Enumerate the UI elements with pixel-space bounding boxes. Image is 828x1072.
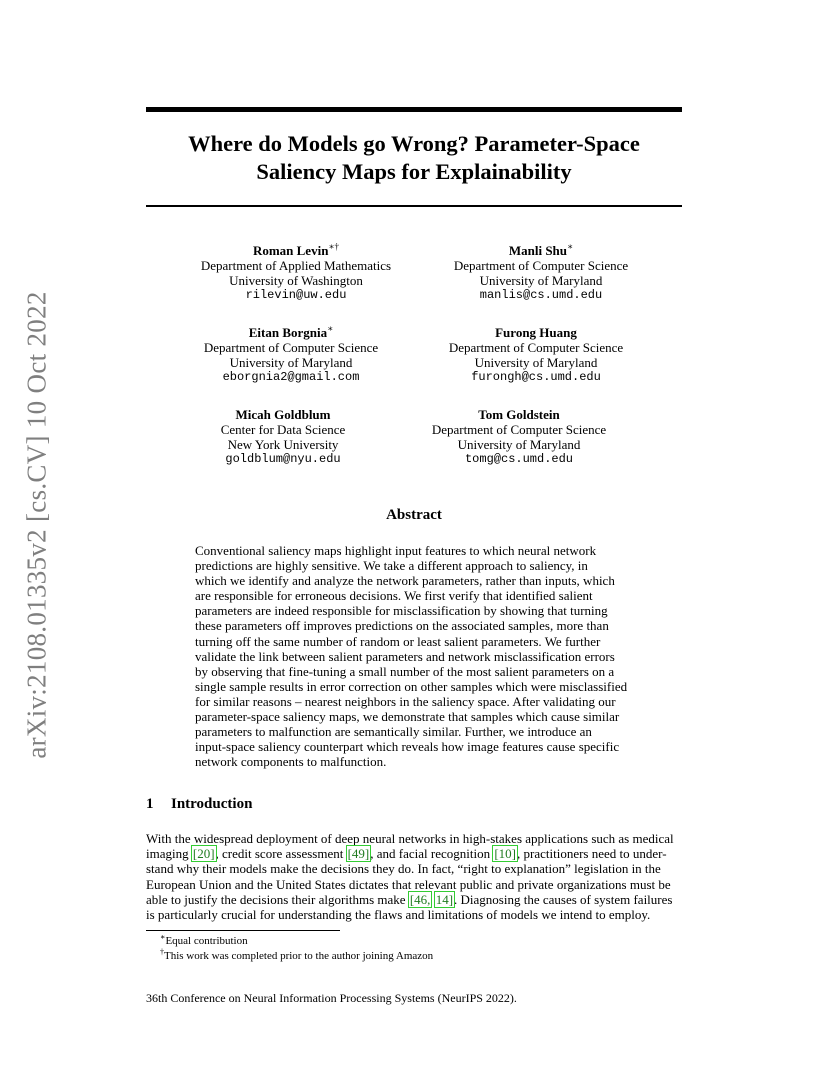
author-email[interactable]: eborgnia2@gmail.com — [222, 370, 360, 384]
intro-text: . Diagnosing the causes of system failures — [454, 891, 673, 907]
introduction-body — [146, 831, 682, 922]
author-affiliation: University of Maryland — [474, 355, 598, 370]
intro-line: stand why their models make the decisions they do. In fact, “right to explanation” legislation in the — [146, 861, 661, 877]
title-top-rule — [146, 107, 682, 112]
abstract-line: validate the link between salient parameters and network misclassification errors — [195, 648, 615, 664]
intro-line — [146, 846, 682, 861]
author-block — [389, 407, 649, 467]
author-department: Department of Computer Science — [431, 422, 607, 437]
author-affiliation: University of Maryland — [479, 273, 603, 288]
citation-link[interactable]: 14] — [435, 891, 454, 907]
author-name: Tom Goldstein — [478, 407, 560, 422]
author-block — [411, 243, 671, 303]
author-block — [406, 325, 666, 385]
abstract-line: predictions are highly sensitive. We take a different approach to saliency, in — [195, 558, 588, 574]
abstract-line: input-space saliency counterpart which reveals how image features cause specific — [195, 739, 620, 755]
intro-line: With the widespread deployment of deep neural networks in high-stakes applications such as medical — [146, 831, 674, 846]
citation-link[interactable]: [10] — [494, 846, 517, 862]
footnote-text: This work was completed prior to the author joining Amazon — [164, 949, 434, 962]
intro-text: , and facial recognition — [370, 846, 494, 862]
author-email[interactable]: tomg@cs.umd.edu — [464, 452, 574, 466]
author-email[interactable]: rilevin@uw.edu — [245, 288, 347, 302]
section-number: 1 — [146, 796, 154, 812]
intro-text: able to justify the decisions their algorithms make — [146, 891, 409, 907]
abstract-line: which we identify and analyze the network parameters, rather than inputs, which — [195, 573, 615, 589]
author-department: Department of Applied Mathematics — [200, 258, 392, 273]
intro-text: imaging — [146, 846, 192, 862]
abstract-line: network components to malfunction. — [195, 754, 387, 770]
footnote-mark: ∗ — [160, 932, 166, 942]
intro-text: , practitioners need to under- — [517, 846, 667, 862]
citation-link[interactable]: [46, — [409, 891, 431, 907]
title-bottom-rule — [146, 205, 682, 207]
author-mark: ∗† — [328, 241, 340, 252]
author-name: Manli Shu — [508, 243, 568, 258]
footnote — [160, 946, 434, 964]
footnote-text: Equal contribution — [165, 935, 248, 947]
abstract-line: for similar reasons – nearest neighbors in the saliency space. After validating our — [195, 693, 616, 709]
abstract-line: parameter-space saliency maps, we demonstrate that samples which cause similar — [195, 709, 620, 725]
author-name: Micah Goldblum — [235, 407, 331, 422]
author-affiliation: New York University — [227, 437, 339, 452]
venue-note: 36th Conference on Neural Information Processing Systems (NeurIPS 2022). — [146, 991, 517, 1005]
abstract-line: by observing that fine-tuning a small number of the most salient parameters on a — [195, 663, 615, 679]
author-block — [153, 407, 413, 467]
abstract-line: Conventional saliency maps highlight input features to which neural network — [195, 543, 597, 558]
author-name: Roman Levin — [252, 243, 329, 258]
intro-line: is particularly crucial for understanding the flaws and limitations of models we intend to employ. — [146, 907, 651, 923]
footnote-mark: † — [160, 946, 164, 956]
citation-link[interactable]: [49] — [347, 846, 370, 862]
author-department: Department of Computer Science — [448, 340, 624, 355]
intro-text: , credit score assessment — [215, 846, 347, 862]
author-email[interactable]: goldblum@nyu.edu — [225, 452, 341, 466]
author-department: Department of Computer Science — [203, 340, 379, 355]
abstract-line: these parameters off improves predictions on the associated samples, more than — [195, 618, 609, 634]
footnote — [160, 934, 433, 949]
author-affiliation: University of Washington — [229, 273, 363, 288]
arxiv-identifier-stamp: arXiv:2108.01335v2 [cs.CV] 10 Oct 2022 — [21, 291, 52, 759]
abstract-heading: Abstract — [386, 507, 442, 523]
author-name: Eitan Borgnia — [248, 325, 328, 340]
citation-link[interactable]: [20] — [192, 846, 215, 862]
author-email[interactable]: manlis@cs.umd.edu — [479, 288, 603, 302]
author-mark: ∗ — [567, 241, 574, 252]
footnotes — [160, 934, 433, 963]
author-department: Department of Computer Science — [453, 258, 629, 273]
footnote-rule — [146, 930, 340, 931]
section-heading — [146, 795, 252, 813]
paper-title — [146, 130, 682, 186]
author-email[interactable]: furongh@cs.umd.edu — [471, 370, 601, 384]
author-department: Center for Data Science — [220, 422, 346, 437]
author-affiliation: University of Maryland — [229, 355, 353, 370]
abstract-line: single sample results in error correction on other samples which were misclassified — [195, 678, 628, 694]
abstract-line: turning off the same number of random or least salient parameters. We further — [195, 633, 601, 649]
abstract-line: parameters to malfunction are semantically similar. Further, we introduce an — [195, 724, 592, 740]
intro-line: European Union and the United States dictates that relevant public and private organizations must be — [146, 876, 671, 892]
title-line-2: Saliency Maps for Explainability — [256, 159, 572, 184]
title-line-1: Where do Models go Wrong? Parameter-Space — [188, 131, 640, 156]
author-name: Furong Huang — [495, 325, 577, 340]
author-block — [166, 243, 426, 303]
author-block — [161, 325, 421, 385]
intro-line — [146, 892, 682, 907]
abstract-line: are responsible for erroneous decisions. We first verify that identified salient — [195, 588, 593, 604]
author-mark: ∗ — [327, 323, 334, 334]
section-title: Introduction — [171, 796, 253, 812]
abstract-line: parameters are indeed responsible for misclassification by showing that turning — [195, 603, 608, 619]
author-affiliation: University of Maryland — [457, 437, 581, 452]
abstract-body — [195, 543, 633, 769]
